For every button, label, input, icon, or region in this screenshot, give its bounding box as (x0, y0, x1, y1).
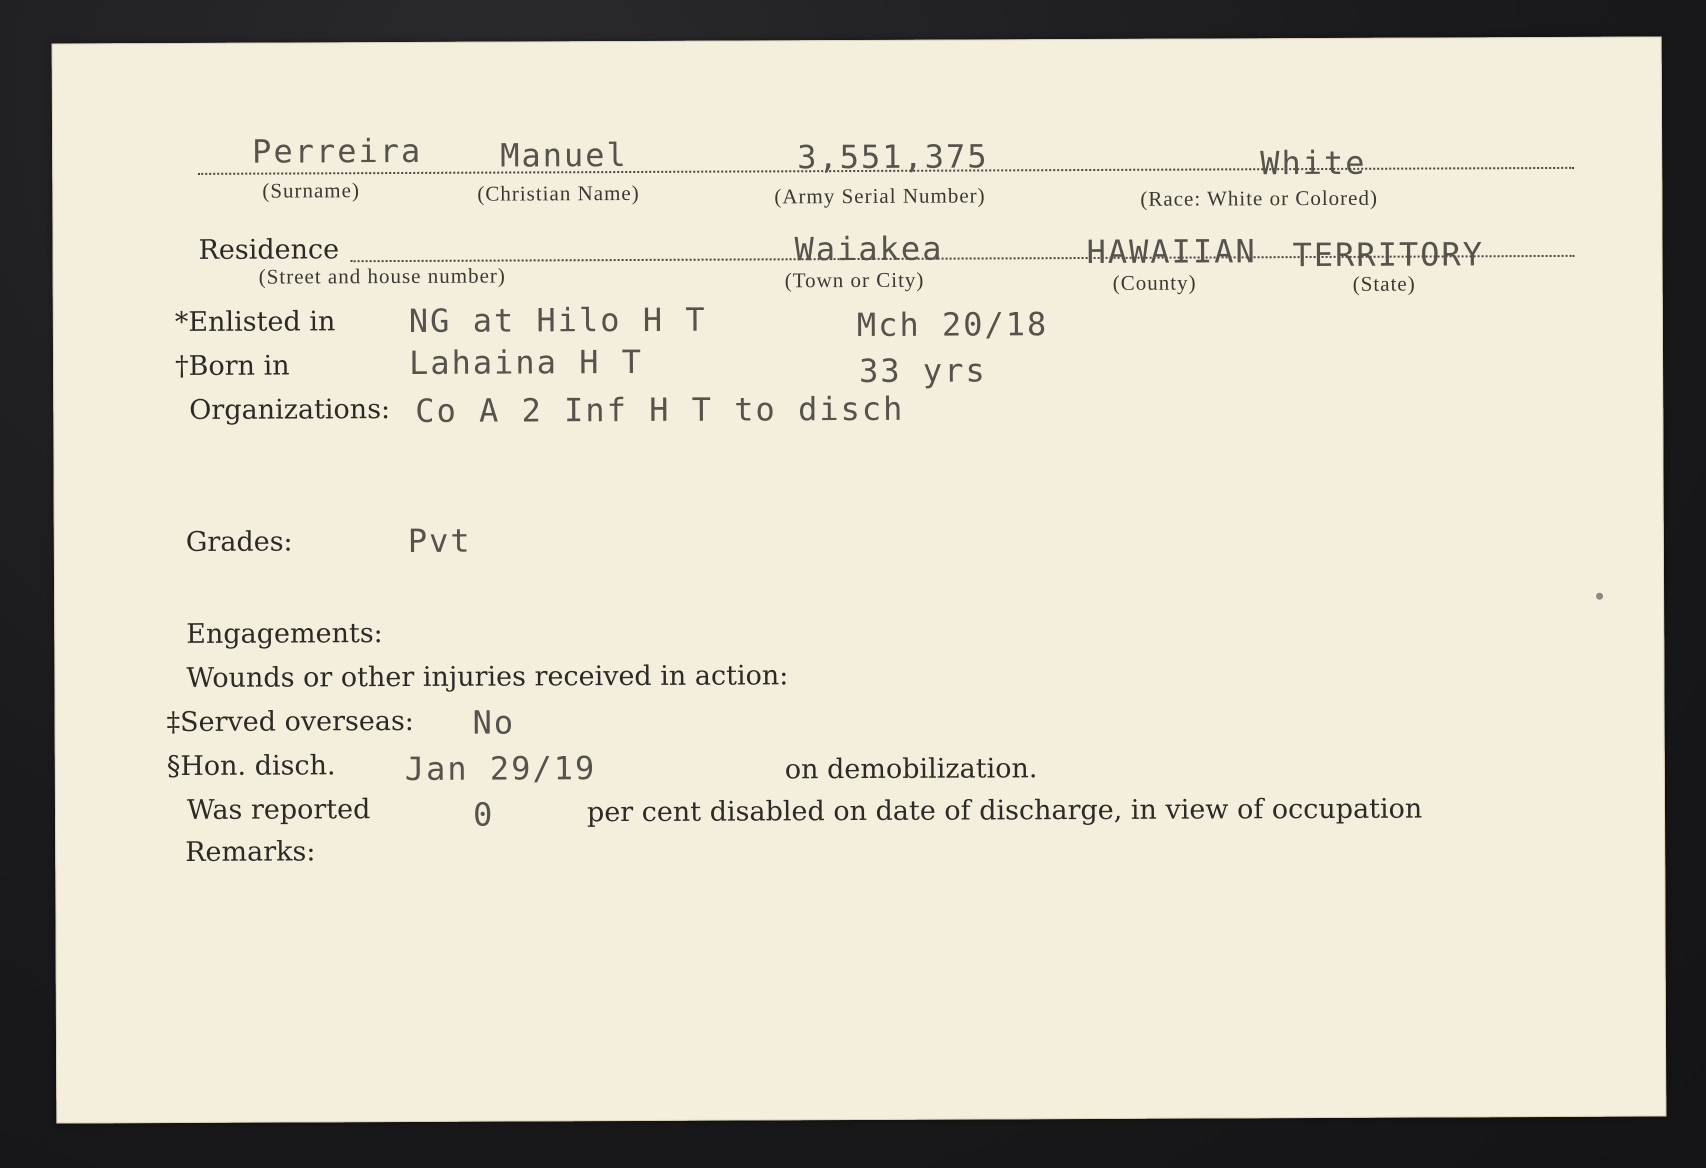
wounds-label: Wounds or other injuries received in action: (186, 660, 789, 694)
ink-speck (1596, 593, 1603, 600)
honorable-discharge-label: §Hon. disch. (166, 750, 336, 783)
served-overseas-value: No (472, 703, 516, 742)
enlisted-value: NG at Hilo H T (408, 300, 707, 340)
town-value: Waiakea (794, 229, 944, 269)
age-value: 33 yrs (859, 351, 987, 390)
christian-name-caption: (Christian Name) (477, 180, 640, 206)
state-value: TERRITORY (1292, 235, 1485, 275)
remarks-label: Remarks: (185, 836, 316, 868)
grades-label: Grades: (185, 526, 293, 558)
state-caption: (State) (1352, 271, 1416, 296)
disability-percent-value: 0 (472, 795, 495, 834)
served-overseas-label: ‡Served overseas: (166, 705, 414, 739)
surname-caption: (Surname) (262, 178, 360, 203)
county-caption: (County) (1112, 270, 1197, 295)
born-value: Lahaina H T (408, 342, 644, 382)
surname-value: Perreira (252, 131, 423, 171)
disability-statement: per cent disabled on date of discharge, in view of occupation (586, 793, 1423, 829)
born-label: †Born in (174, 350, 290, 382)
race-caption: (Race: White or Colored) (1140, 185, 1379, 211)
was-reported-label: Was reported (186, 794, 371, 826)
race-value: White (1260, 143, 1367, 183)
serial-number-caption: (Army Serial Number) (774, 183, 986, 209)
serial-number-value: 3,551,375 (797, 137, 989, 177)
service-record-card (52, 36, 1667, 1123)
organizations-label: Organizations: (189, 394, 391, 426)
engagements-label: Engagements: (186, 618, 383, 650)
organizations-value: Co A 2 Inf H T to disch (415, 389, 905, 430)
discharge-date: Jan 29/19 (404, 749, 597, 788)
town-caption: (Town or City) (784, 267, 925, 293)
christian-name-value: Manuel (500, 136, 628, 175)
enlisted-date: Mch 20/18 (856, 305, 1049, 345)
enlisted-label: *Enlisted in (174, 306, 336, 338)
street-caption: (Street and house number) (258, 263, 506, 289)
county-value: HAWAIIAN (1086, 232, 1257, 272)
discharge-reason: on demobilization. (784, 753, 1038, 786)
grades-value: Pvt (407, 521, 472, 560)
residence-label: Residence (198, 234, 340, 266)
